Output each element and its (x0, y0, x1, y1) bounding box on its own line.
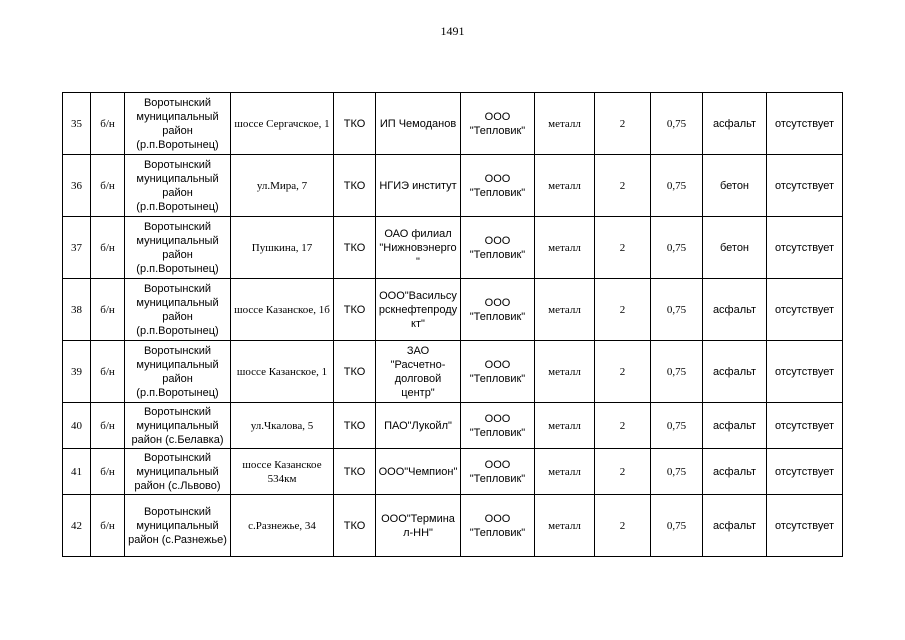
table-row (63, 403, 843, 449)
cell-number: 39 (63, 341, 91, 403)
table-row (63, 341, 843, 403)
cell-code: б/н (91, 449, 125, 495)
cell-fence: отсутствует (767, 495, 843, 557)
cell-code: б/н (91, 217, 125, 279)
cell-operator: ООО "Тепловик" (461, 449, 535, 495)
cell-count: 2 (595, 495, 651, 557)
cell-material: металл (535, 279, 595, 341)
cell-source: ООО"Васильсурскнефтепродукт" (376, 279, 461, 341)
cell-surface: асфальт (703, 279, 767, 341)
cell-fence: отсутствует (767, 217, 843, 279)
cell-number: 42 (63, 495, 91, 557)
cell-waste-type: ТКО (334, 495, 376, 557)
cell-code: б/н (91, 341, 125, 403)
cell-volume: 0,75 (651, 279, 703, 341)
cell-material: металл (535, 155, 595, 217)
cell-waste-type: ТКО (334, 279, 376, 341)
cell-source: ООО"Чемпион" (376, 449, 461, 495)
cell-surface: бетон (703, 155, 767, 217)
cell-fence: отсутствует (767, 93, 843, 155)
cell-number: 37 (63, 217, 91, 279)
cell-code: б/н (91, 279, 125, 341)
table-row (63, 449, 843, 495)
cell-code: б/н (91, 93, 125, 155)
cell-volume: 0,75 (651, 495, 703, 557)
cell-surface: асфальт (703, 449, 767, 495)
cell-operator: ООО "Тепловик" (461, 93, 535, 155)
cell-fence: отсутствует (767, 403, 843, 449)
cell-address: шоссе Сергачское, 1 (231, 93, 334, 155)
cell-source: ИП Чемоданов (376, 93, 461, 155)
cell-waste-type: ТКО (334, 403, 376, 449)
cell-address: Пушкина, 17 (231, 217, 334, 279)
cell-fence: отсутствует (767, 155, 843, 217)
cell-surface: асфальт (703, 341, 767, 403)
cell-volume: 0,75 (651, 449, 703, 495)
cell-number: 38 (63, 279, 91, 341)
cell-material: металл (535, 495, 595, 557)
cell-count: 2 (595, 93, 651, 155)
cell-code: б/н (91, 495, 125, 557)
cell-count: 2 (595, 155, 651, 217)
cell-code: б/н (91, 403, 125, 449)
cell-district: Воротынский муниципальный район (р.п.Воротынец) (125, 279, 231, 341)
table-row (63, 155, 843, 217)
cell-waste-type: ТКО (334, 217, 376, 279)
cell-address: шоссе Казанское 534км (231, 449, 334, 495)
cell-district: Воротынский муниципальный район (р.п.Воротынец) (125, 341, 231, 403)
cell-surface: асфальт (703, 495, 767, 557)
cell-district: Воротынский муниципальный район (р.п.Воротынец) (125, 155, 231, 217)
cell-volume: 0,75 (651, 341, 703, 403)
cell-source: НГИЭ институт (376, 155, 461, 217)
table-row (63, 279, 843, 341)
cell-fence: отсутствует (767, 449, 843, 495)
cell-waste-type: ТКО (334, 341, 376, 403)
cell-source: ООО"Терминал-НН" (376, 495, 461, 557)
page-number: 1491 (440, 24, 465, 38)
cell-operator: ООО "Тепловик" (461, 217, 535, 279)
cell-volume: 0,75 (651, 155, 703, 217)
cell-number: 40 (63, 403, 91, 449)
waste-sites-table (62, 92, 843, 557)
cell-address: ул.Чкалова, 5 (231, 403, 334, 449)
cell-source: ЗАО "Расчетно-долговой центр" (376, 341, 461, 403)
cell-count: 2 (595, 449, 651, 495)
table-row (63, 217, 843, 279)
cell-volume: 0,75 (651, 403, 703, 449)
cell-source: ОАО филиал "Нижновэнерго" (376, 217, 461, 279)
cell-material: металл (535, 449, 595, 495)
cell-address: шоссе Казанское, 1б (231, 279, 334, 341)
cell-code: б/н (91, 155, 125, 217)
cell-waste-type: ТКО (334, 449, 376, 495)
cell-number: 41 (63, 449, 91, 495)
cell-address: ул.Мира, 7 (231, 155, 334, 217)
cell-material: металл (535, 341, 595, 403)
cell-surface: асфальт (703, 403, 767, 449)
cell-count: 2 (595, 403, 651, 449)
cell-waste-type: ТКО (334, 155, 376, 217)
cell-operator: ООО "Тепловик" (461, 403, 535, 449)
cell-waste-type: ТКО (334, 93, 376, 155)
cell-source: ПАО"Лукойл" (376, 403, 461, 449)
cell-district: Воротынский муниципальный район (с.Белавка) (125, 403, 231, 449)
cell-count: 2 (595, 341, 651, 403)
cell-operator: ООО "Тепловик" (461, 155, 535, 217)
cell-surface: асфальт (703, 93, 767, 155)
cell-material: металл (535, 403, 595, 449)
cell-district: Воротынский муниципальный район (с.Львово) (125, 449, 231, 495)
cell-district: Воротынский муниципальный район (с.Разнежье) (125, 495, 231, 557)
cell-fence: отсутствует (767, 279, 843, 341)
cell-address: шоссе Казанское, 1 (231, 341, 334, 403)
cell-district: Воротынский муниципальный район (р.п.Воротынец) (125, 93, 231, 155)
cell-operator: ООО "Тепловик" (461, 495, 535, 557)
cell-count: 2 (595, 279, 651, 341)
cell-address: с.Разнежье, 34 (231, 495, 334, 557)
cell-count: 2 (595, 217, 651, 279)
table-row (63, 495, 843, 557)
cell-surface: бетон (703, 217, 767, 279)
cell-operator: ООО "Тепловик" (461, 279, 535, 341)
cell-number: 35 (63, 93, 91, 155)
cell-operator: ООО "Тепловик" (461, 341, 535, 403)
cell-fence: отсутствует (767, 341, 843, 403)
cell-number: 36 (63, 155, 91, 217)
cell-material: металл (535, 217, 595, 279)
cell-volume: 0,75 (651, 93, 703, 155)
cell-volume: 0,75 (651, 217, 703, 279)
cell-district: Воротынский муниципальный район (р.п.Воротынец) (125, 217, 231, 279)
cell-material: металл (535, 93, 595, 155)
table-row (63, 93, 843, 155)
